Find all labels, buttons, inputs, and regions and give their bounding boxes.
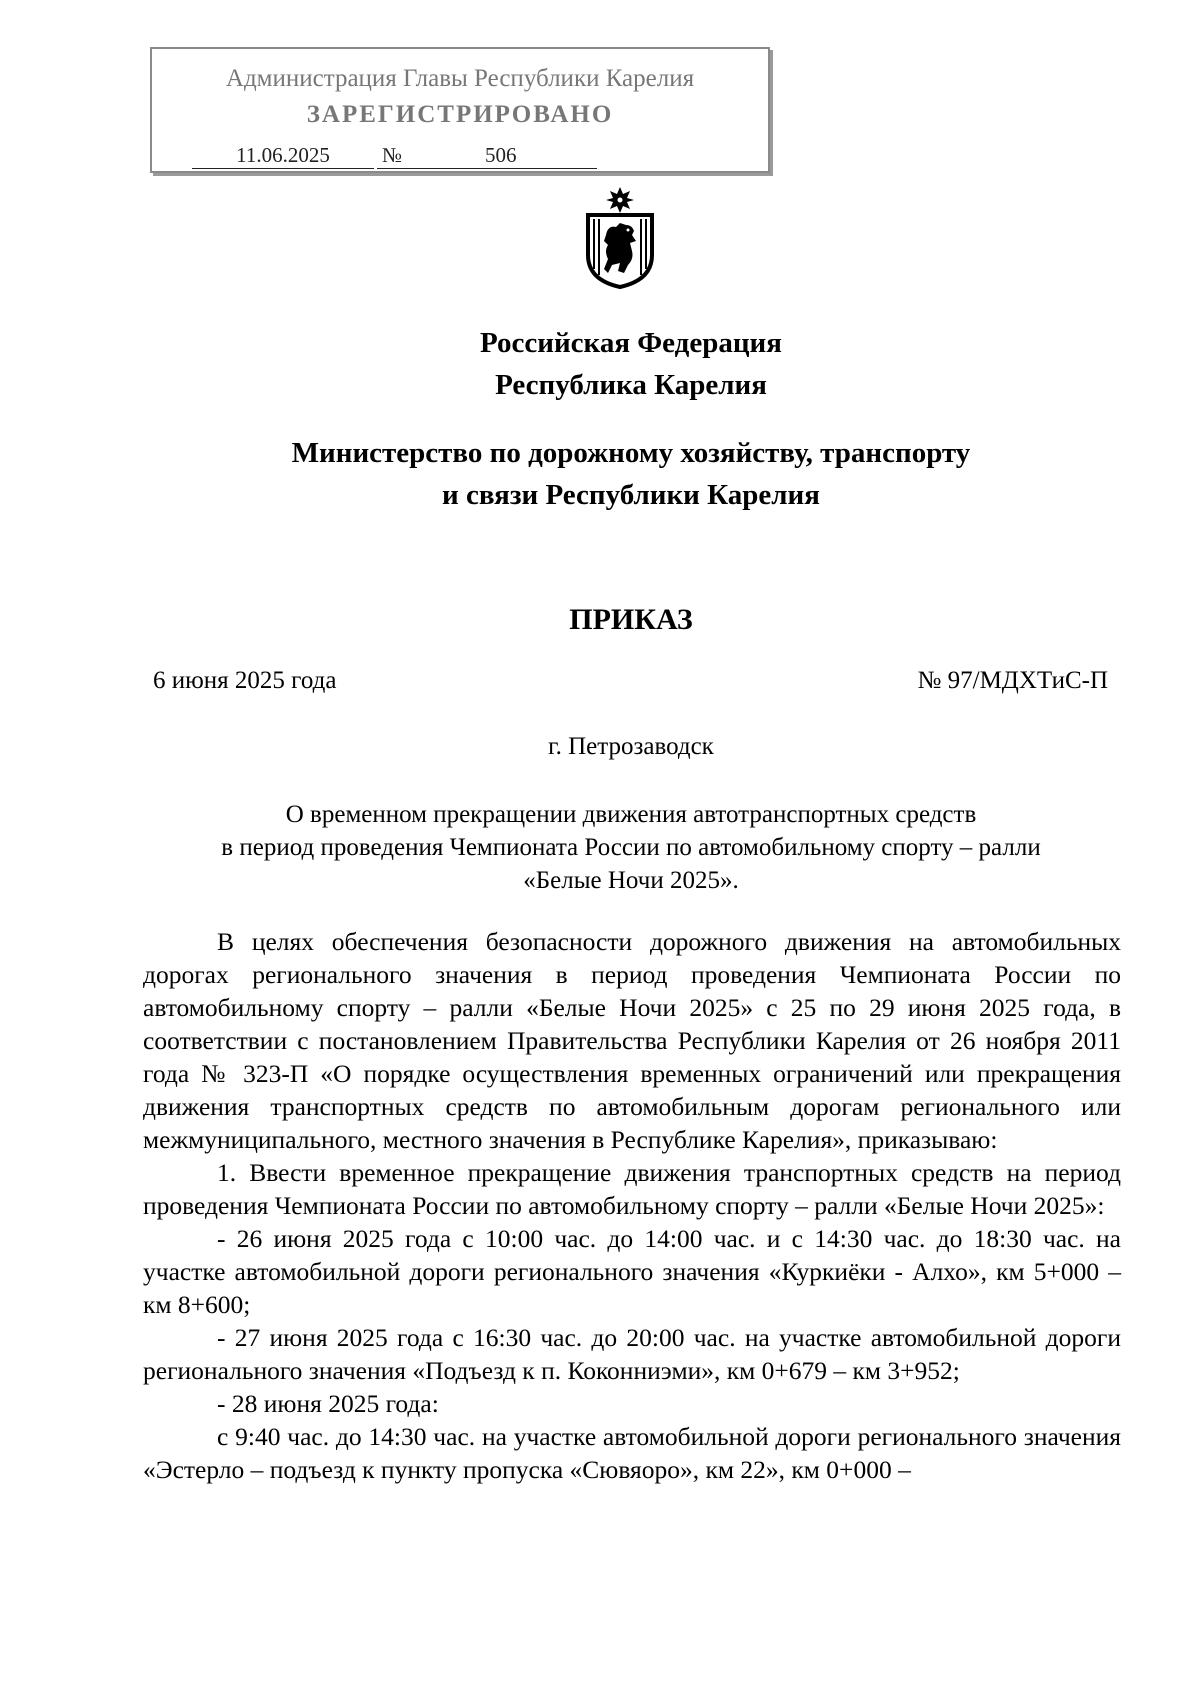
subject-line-2: в период проведения Чемпионата России по автомобильному спорту – ралли [221,834,1041,861]
stamp-number: 506 [485,143,517,167]
order-city: г. Петрозаводск [548,733,714,760]
header-republic: Республика Карелия [495,369,767,401]
header-ministry-line1: Министерство по дорожному хозяйству, транспорту [291,437,971,469]
stamp-authority: Администрация Главы Республики Карелия [225,65,695,92]
order-number: № 97/МДХТиС-П [917,667,1108,694]
order-body [143,925,1121,1486]
body-paragraph-june-28-detail: с 9:40 час. до 14:30 час. на участке автомобильной дороги регионального значения «Эстерло – подъезд к пункту пропуска «Сювяоро», км 22», км 0+000 – [143,1422,1121,1484]
order-date: 6 июня 2025 года [153,667,337,694]
subject-line-3: «Белые Ночи 2025». [523,867,739,894]
stamp-number-field [407,143,597,169]
order-subject [0,798,1200,897]
stamp-number-sign: № [377,143,407,169]
order-title: ПРИКАЗ [569,603,693,636]
stamp-date: 11.06.2025 [192,143,374,169]
body-paragraph-june-26: - 26 июня 2025 года с 10:00 час. до 14:00 час. и с 14:30 час. до 18:30 час. на участке автомобильной дороги регионального значения «Куркиёки - Алхо», км 5+000 – км 8+600; [143,1224,1121,1319]
stamp-status: ЗАРЕГИСТРИРОВАНО [306,101,614,128]
body-paragraph-preamble: В целях обеспечения безопасности дорожного движения на автомобильных дорогах регионального значения в период проведения Чемпионата России по автомобильному спорту – ралли «Белые Ночи 2025» с 25 по 29 июня 2025 года, в соответствии с постановлением Правительства Республики Карелия от 26 ноября 2011 года № 323-П «О порядке осуществления временных ограничений или прекращения движения транспортных средств по автомобильным дорогам регионального или межмуниципального, местного значения в Республике Карелия», приказываю: [143,927,1121,1154]
header-country: Российская Федерация [480,327,782,359]
subject-line-1: О временном прекращении движения автотранспортных средств [285,801,977,828]
karelia-coat-of-arms-icon [582,185,658,289]
registration-stamp [150,47,770,173]
body-paragraph-june-27: - 27 июня 2025 года с 16:30 час. до 20:00 час. на участке автомобильной дороги регионального значения «Подъезд к п. Коконниэми», км 0+679 – км 3+952; [143,1323,1121,1385]
body-paragraph-june-28: - 28 июня 2025 года: [217,1389,439,1418]
body-paragraph-item-1: 1. Ввести временное прекращение движения транспортных средств на период проведения Чемпионата России по автомобильному спорту – ралли «Белые Ночи 2025»: [143,1158,1121,1220]
header-ministry-line2: и связи Республики Карелия [442,479,820,511]
